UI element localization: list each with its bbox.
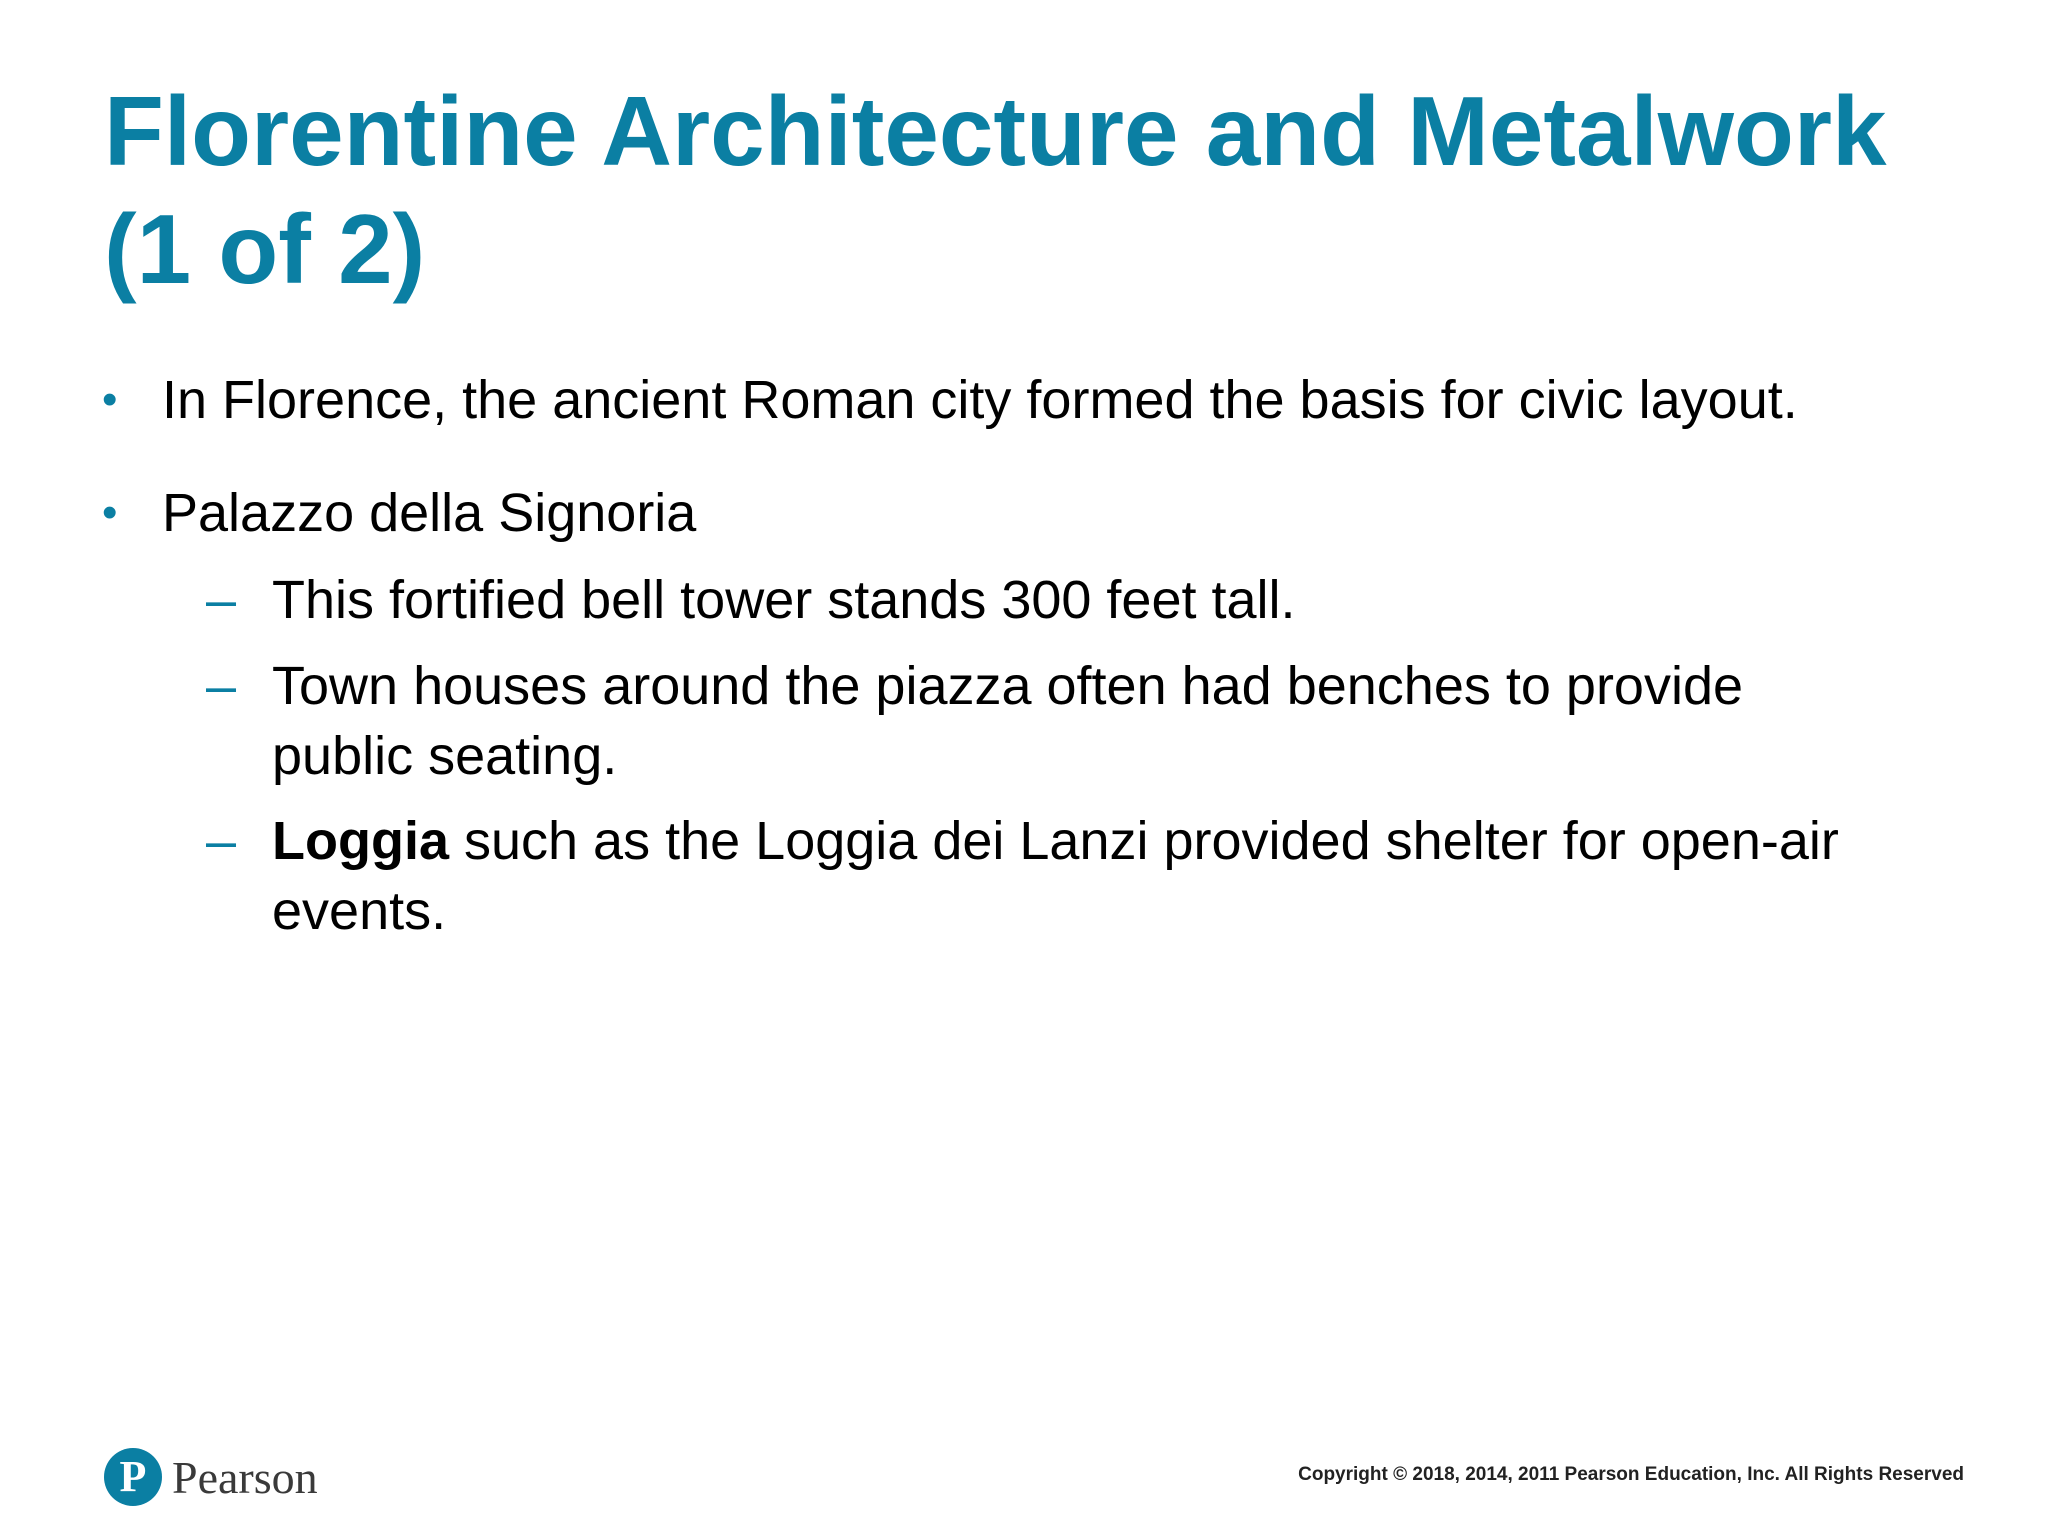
slide-title-line-2: (1 of 2): [104, 194, 426, 304]
slide-title-line-1: Florentine Architecture and Metalwork: [104, 76, 1887, 186]
sub-bullet-marker: –: [206, 570, 237, 630]
sub-bullet-marker: –: [206, 656, 237, 716]
bullet-text: In Florence, the ancient Roman city formed the basis for civic layout.: [162, 370, 1798, 430]
bullet-marker: •: [102, 488, 118, 537]
pearson-logo-text: Pearson: [172, 1451, 318, 1503]
sub-bullet-text-line-2: public seating.: [272, 726, 618, 786]
sub-bullet-marker: –: [206, 811, 237, 871]
sub-bullet-text: This fortified bell tower stands 300 feet tall.: [272, 570, 1296, 630]
bullet-text: Palazzo della Signoria: [162, 483, 697, 543]
sub-bullet-text-line-2: events.: [272, 881, 447, 941]
sub-bullet-item-1: [206, 565, 1972, 635]
bullet-item-1: [102, 365, 1992, 435]
copyright-notice: Copyright © 2018, 2014, 2011 Pearson Education, Inc. All Rights Reserved: [1298, 1464, 1964, 1485]
bullet-marker: •: [102, 375, 118, 424]
sub-bullet-text-line-1: such as the Loggia dei Lanzi provided shelter for open-air: [448, 811, 1839, 871]
sub-bullet-item-3: [206, 806, 1972, 946]
pearson-logo: [104, 1444, 318, 1510]
bullet-item-2: [102, 478, 1992, 548]
sub-bullet-text-line-1: Town houses around the piazza often had benches to provide: [272, 656, 1744, 716]
term-loggia: Loggia: [272, 811, 449, 871]
sub-bullet-item-2: [206, 651, 1972, 791]
pearson-logo-icon: P: [104, 1448, 162, 1506]
